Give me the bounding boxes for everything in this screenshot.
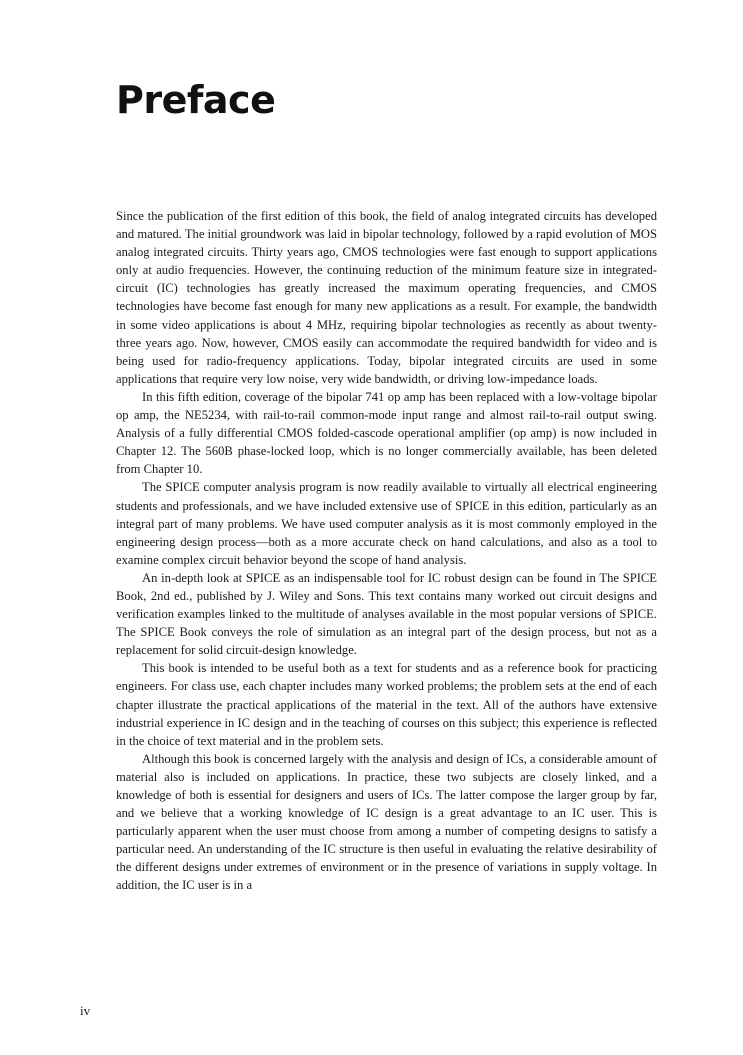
page-number: iv [80, 1003, 91, 1018]
paragraph: In this fifth edition, coverage of the bipolar 741 op amp has been replaced with a low-voltage bipolar op amp, the NE5234, with rail-to-rail common-mode input range and almost rail-to-rail output swing. Analysis of a fully differential CMOS folded-cascode operational amplifier (op amp) is now included in Chapter 12. The 560B phase-locked loop, which is no longer commercially available, has been deleted from Chapter 10. [116, 389, 657, 477]
paragraph: The SPICE computer analysis program is now readily available to virtually all electrical engineering students and professionals, and we have included extensive use of SPICE in this edition, particularly as an integral part of many problems. We have used computer analysis as it is most commonly employed in the engineering design process—both as a more accurate check on hand calculations, and also as a tool to examine complex circuit behavior beyond the scope of hand analysis. [116, 480, 657, 567]
paragraph: An in-depth look at SPICE as an indispensable tool for IC robust design can be found in The SPICE Book, 2nd ed., published by J. Wiley and Sons. This text contains many worked out circuit designs and verification examples linked to the multitude of analyses available in the most popular versions of SPICE. The SPICE Book conveys the role of simulation as an integral part of the design process, but not as a replacement for solid circuit-design knowledge. [116, 570, 657, 658]
paragraph: This book is intended to be useful both as a text for students and as a reference book for practicing engineers. For class use, each chapter includes many worked problems; the problem sets at the end of each chapter illustrate the practical applications of the material in the text. All of the authors have extensive industrial experience in IC design and in the teaching of courses on this subject; this experience is reflected in the choice of text material and in the problem sets. [116, 661, 657, 748]
paragraph: Since the publication of the first edition of this book, the field of analog integrated circuits has developed and matured. The initial groundwork was laid in bipolar technology, followed by a rapid evolution of MOS analog integrated circuits. Thirty years ago, CMOS technologies were fast enough to support applications only at audio frequencies. However, the continuing reduction of the minimum feature size in integrated-circuit (IC) technologies has greatly increased the maximum operating frequencies, and CMOS technologies have become fast enough for many new applications as a result. For example, the bandwidth in some video applications is about 4 MHz, requiring bipolar technologies as recently as about twenty-three years ago. Now, however, CMOS easily can accommodate the required bandwidth for video and is being used for radio-frequency applications. Today, bipolar integrated circuits are used in some applications that require very low noise, very wide bandwidth, or driving low-impedance loads. [116, 209, 657, 386]
preface-body [116, 207, 657, 895]
chapter-title: Preface [116, 78, 276, 122]
paragraph: Although this book is concerned largely with the analysis and design of ICs, a considerable amount of material also is included on applications. In practice, these two subjects are closely linked, and a knowledge of both is essential for designers and users of ICs. The latter compose the larger group by far, and we believe that a working knowledge of IC design is a great advantage to an IC user. This is particularly apparent when the user must choose from among a number of competing designs to satisfy a particular need. An understanding of the IC structure is then useful in evaluating the relative desirability of the different designs under extremes of environment or in the presence of variations in supply voltage. In addition, the IC user is in a [116, 751, 657, 893]
